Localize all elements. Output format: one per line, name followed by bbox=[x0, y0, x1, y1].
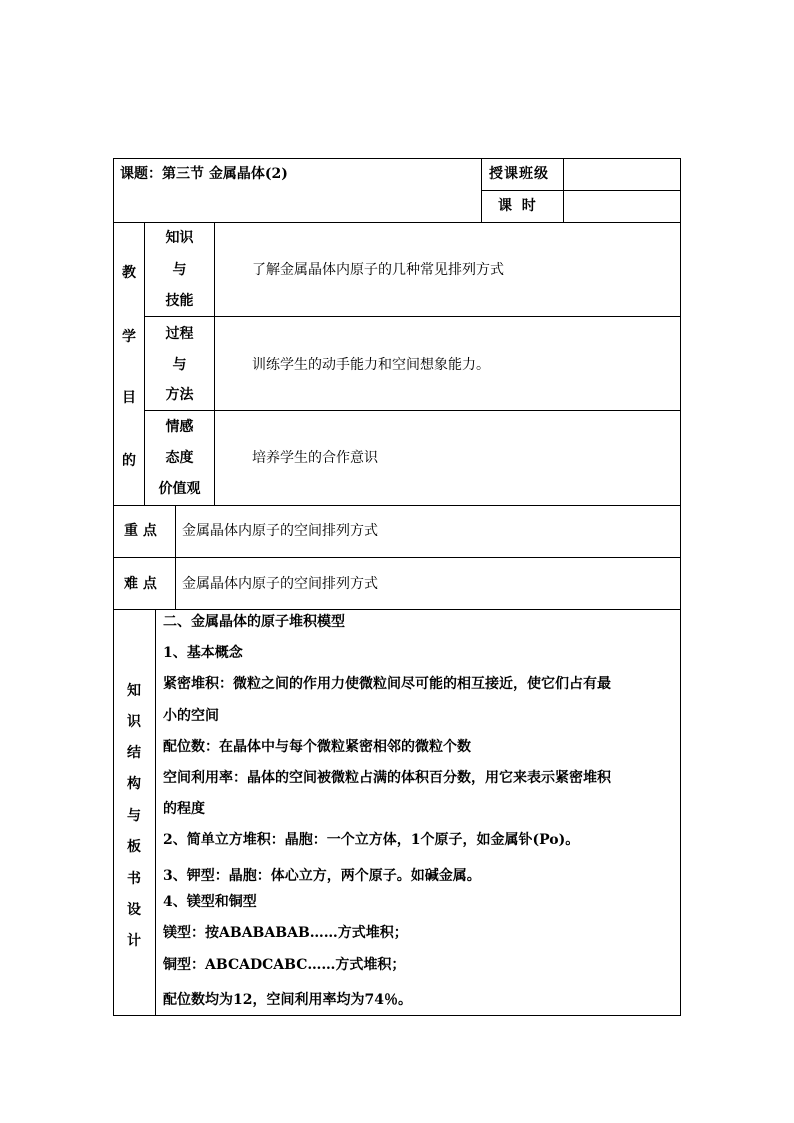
design-line: 空间利用率：晶体的空间被微粒占满的体积百分数，用它来表示紧密堆积 bbox=[163, 770, 611, 786]
row-divider bbox=[113, 557, 681, 558]
table-border-top bbox=[113, 158, 681, 159]
design-line: 配位数：在晶体中与每个微粒紧密相邻的微粒个数 bbox=[163, 739, 471, 755]
goals-label-char: 的 bbox=[122, 453, 136, 469]
row-divider bbox=[144, 410, 681, 411]
design-line: 镁型：按ABABABAB……方式堆积； bbox=[163, 925, 408, 941]
row-divider bbox=[113, 505, 681, 506]
goals-label-char: 教 bbox=[122, 265, 136, 281]
design-label-char: 与 bbox=[127, 808, 141, 824]
col-divider bbox=[481, 158, 482, 222]
row-divider bbox=[144, 316, 681, 317]
goal-label-line: 技能 bbox=[165, 293, 194, 309]
goal-label-line: 过程 bbox=[165, 326, 194, 342]
design-label-char: 识 bbox=[127, 714, 141, 730]
goals-label-char: 学 bbox=[122, 329, 136, 345]
design-label-char: 知 bbox=[127, 683, 141, 699]
design-line: 3、钾型：晶胞：体心立方，两个原子。如碱金属。 bbox=[163, 868, 481, 884]
difficult-point-label: 难 点 bbox=[124, 576, 157, 592]
design-label-char: 板 bbox=[127, 839, 141, 855]
table-border-bottom bbox=[113, 1015, 681, 1016]
design-label-char: 构 bbox=[127, 776, 141, 792]
goals-label-char: 目 bbox=[122, 390, 136, 406]
goal-label-line: 与 bbox=[172, 357, 187, 373]
design-line: 二、金属晶体的原子堆积模型 bbox=[163, 614, 345, 630]
table-border-right bbox=[680, 158, 681, 1016]
col-divider bbox=[214, 222, 215, 505]
class-label: 授课班级 bbox=[489, 166, 549, 182]
col-divider bbox=[175, 505, 176, 609]
design-line: 1、基本概念 bbox=[163, 645, 243, 661]
goal-label-line: 情感 bbox=[165, 419, 194, 435]
design-line: 4、镁型和铜型 bbox=[163, 894, 257, 910]
lesson-title: 课题：第三节 金属晶体(2) bbox=[120, 166, 288, 182]
difficult-point-text: 金属晶体内原子的空间排列方式 bbox=[182, 576, 378, 592]
goal-text: 培养学生的合作意识 bbox=[252, 450, 378, 466]
design-line: 铜型：ABCADCABC……方式堆积； bbox=[163, 957, 406, 973]
design-label-char: 设 bbox=[127, 902, 141, 918]
goal-label-line: 态度 bbox=[165, 450, 194, 466]
key-point-text: 金属晶体内原子的空间排列方式 bbox=[182, 523, 378, 539]
goal-label-line: 与 bbox=[172, 262, 187, 278]
goal-label-line: 价值观 bbox=[158, 481, 201, 497]
row-divider bbox=[481, 190, 681, 191]
goal-label-line: 方法 bbox=[165, 387, 194, 403]
row-divider bbox=[113, 222, 681, 223]
goal-label-line: 知识 bbox=[165, 230, 194, 246]
design-label-char: 结 bbox=[127, 745, 141, 761]
table-border-left bbox=[113, 158, 114, 1016]
design-line: 紧密堆积：微粒之间的作用力使微粒间尽可能的相互接近，使它们占有最 bbox=[163, 676, 611, 692]
col-divider bbox=[563, 158, 564, 222]
design-line: 小的空间 bbox=[163, 708, 219, 724]
goal-text: 训练学生的动手能力和空间想象能力。 bbox=[252, 357, 490, 373]
design-line: 2、简单立方堆积：晶胞：一个立方体，1个原子，如金属钋(Po)。 bbox=[163, 832, 580, 848]
design-label-char: 书 bbox=[127, 871, 141, 887]
design-line: 配位数均为12，空间利用率均为74％。 bbox=[163, 992, 412, 1008]
design-line: 的程度 bbox=[163, 801, 205, 817]
period-label: 课 时 bbox=[498, 198, 536, 214]
goal-text: 了解金属晶体内原子的几种常见排列方式 bbox=[252, 262, 504, 278]
key-point-label: 重 点 bbox=[124, 523, 157, 539]
col-divider bbox=[155, 609, 156, 1016]
design-label-char: 计 bbox=[127, 933, 141, 949]
row-divider bbox=[113, 609, 681, 610]
